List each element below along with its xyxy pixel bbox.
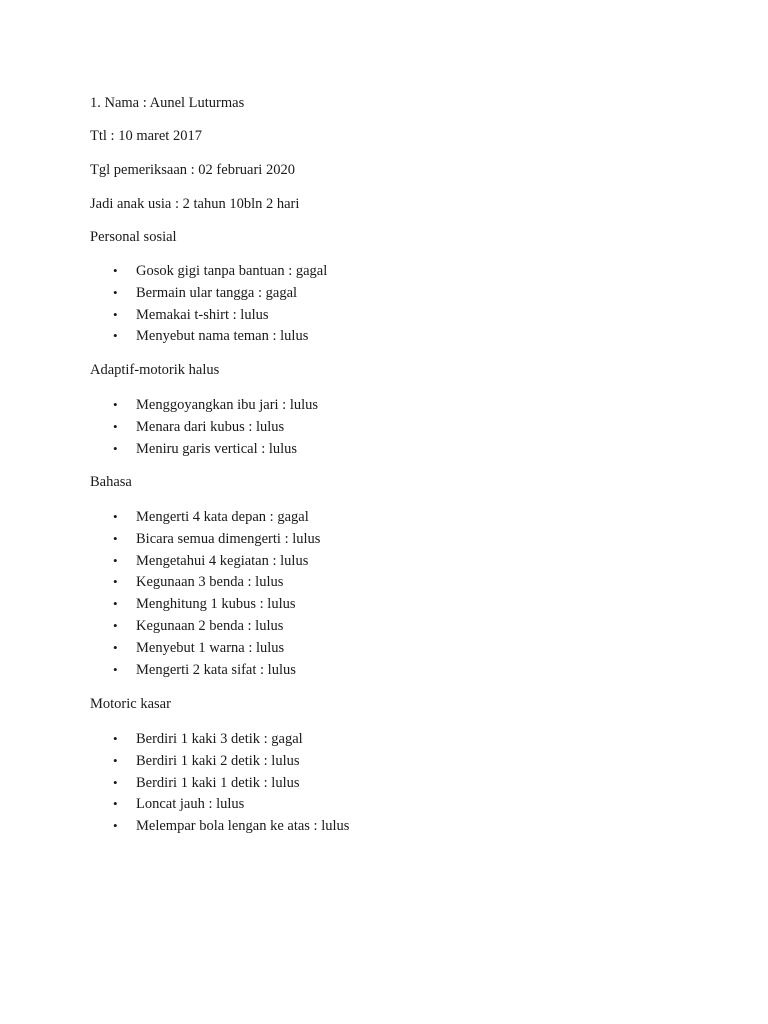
bullet-icon: •: [113, 263, 118, 278]
bullet-icon: •: [113, 440, 118, 456]
bullet-icon: •: [113, 752, 118, 768]
section-title-bahasa: Bahasa: [90, 474, 132, 490]
bullet-icon: •: [113, 552, 118, 568]
age-line: Jadi anak usia : 2 tahun 10bln 2 hari: [90, 196, 300, 212]
bullet-icon: •: [113, 639, 118, 655]
bullet-icon: •: [113, 284, 118, 300]
bullet-icon: •: [113, 306, 118, 322]
bullet-icon: •: [113, 818, 118, 834]
bullet-icon: •: [113, 774, 118, 790]
bullet-icon: •: [113, 796, 118, 812]
birth-date-line: Ttl : 10 maret 2017: [90, 128, 202, 144]
bullet-icon: •: [113, 731, 118, 746]
section-title-motoric-kasar: Motoric kasar: [90, 696, 171, 712]
bullet-icon: •: [113, 328, 118, 344]
bullet-icon: •: [113, 509, 118, 524]
bullet-icon: •: [113, 530, 118, 546]
bullet-icon: •: [113, 574, 118, 590]
bullet-icon: •: [113, 617, 118, 633]
name-line: 1. Nama : Aunel Luturmas: [90, 95, 245, 111]
bullet-icon: •: [113, 397, 118, 412]
section-title-personal-sosial: Personal sosial: [90, 229, 177, 245]
bullet-icon: •: [113, 661, 118, 677]
document-page: 1. Nama : Aunel Luturmas Ttl : 10 maret 2017 Tgl pemeriksaan : 02 februari 2020 Jadi anak usia : 2 tahun 10bln 2 hari Personal sosial • Gosok gigi tanpa bantuan : gagal • Bermain ular tangga : gagal • Memakai t-shirt : lulus • Menyebut nama teman : lulus Adaptif-motorik halus • Menggoyangkan ibu jari : lulus • Menara dari kubus : lulus • Meniru garis vertical : lulus Bahasa • Mengerti 4 kata depan : gagal • Bicara semua dimengerti : lulus • Mengetahui 4 kegiatan : lulus • Kegunaan 3 benda : lulus • Menghitung 1 kubus : lulus • Kegunaan 2 benda : lulus • Menyebut 1 warna : lulus • Mengerti 2 kata sifat : lulus Motoric kasar • Berdiri 1 kaki 3 detik : gagal • Berdiri 1 kaki 2 detik : lulus • Berdiri 1 kaki 1 detik : lulus • Loncat jauh : lulus • Melempar bola lengan ke atas : lulus: [90, 95, 350, 835]
bullet-icon: •: [113, 418, 118, 434]
bullet-icon: •: [113, 596, 118, 612]
exam-date-line: Tgl pemeriksaan : 02 februari 2020: [90, 162, 295, 178]
section-title-adaptif-motorik-halus: Adaptif-motorik halus: [90, 362, 220, 378]
